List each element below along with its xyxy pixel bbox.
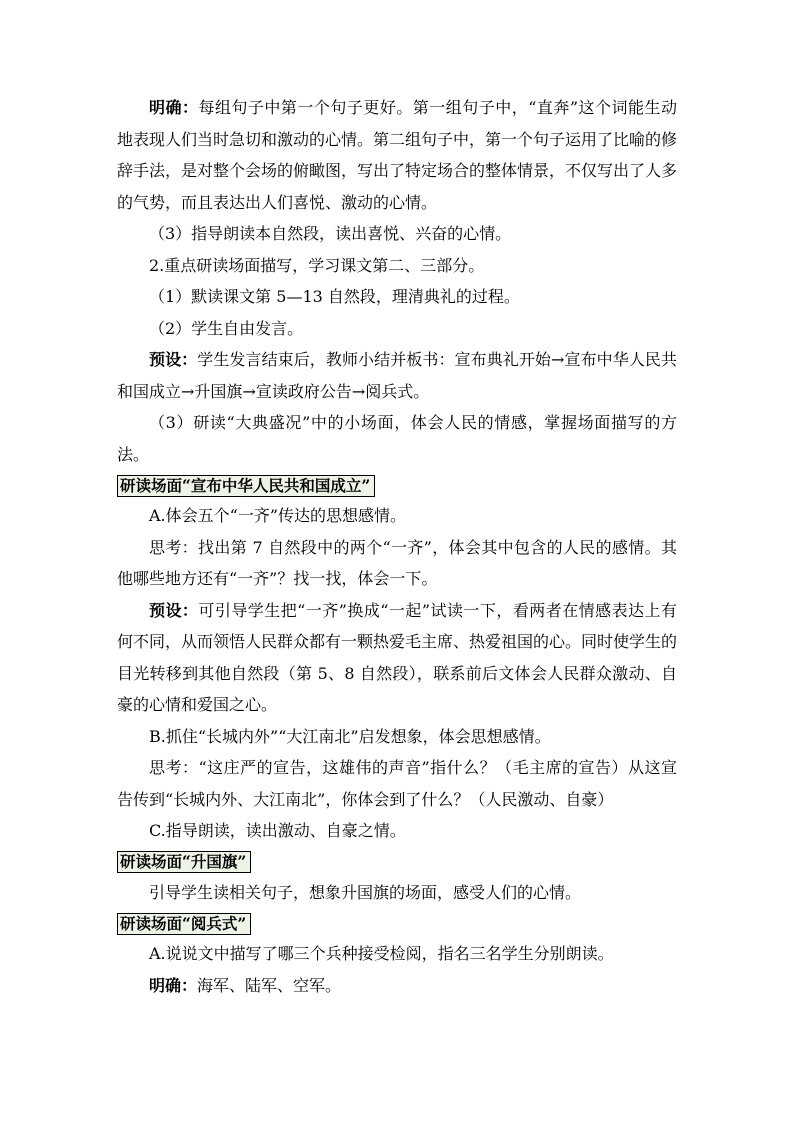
paragraph-think-2: 思考：“这庄严的宣告，这雄伟的声音”指什么？（毛主席的宣告）从这宣告传到“长城内外、大江南北”，你体会到了什么？（人民激动、自豪） [117, 758, 677, 809]
clarify-text: 每组句子中第一个句子更好。第一组句子中，“直奔”这个词能生动地表现人们当时急切和激动的心情。第二组句子中，第一个句子运用了比喻的修辞手法，是对整个会场的俯瞰图，写出了特定场合的整体情景，不仅写出了人多的气势，而且表达出人们喜悦、激动的心情。 [117, 98, 678, 212]
paragraph-item-a: A.体会五个“一齐”传达的思想感情。 [149, 506, 407, 525]
preset-text: 学生发言结束后，教师小结并板书：宣布典礼开始→宣布中华人民共和国成立→升国旗→宣读政府公告→阅兵式。 [117, 350, 677, 401]
section-box-row-3 [117, 910, 677, 936]
section-heading-box: 研读场面“宣布中华人民共和国成立” [117, 475, 375, 497]
clarify-label: 明确： [149, 98, 199, 117]
paragraph-clarify-1 [117, 92, 677, 218]
clarify-label: 明确： [149, 975, 198, 995]
paragraph-flag-guide: 引导学生读相关句子，想象升国旗的场面，感受人们的心情。 [149, 882, 582, 902]
paragraph-think-1: 思考：找出第 7 自然段中的两个“一齐”，体会其中包含的人民的感情。其他哪些地方还有“一齐”？找一找，体会一下。 [117, 537, 677, 588]
paragraph-step-2: （2）学生自由发言。 [149, 318, 304, 338]
paragraph-step-3-scenes: （3）研读“大典盛况”中的小场面，体会人民的情感，掌握场面描写的方法。 [117, 413, 677, 464]
preset-label: 预设： [149, 350, 198, 369]
paragraph-step-1: （1）默读课文第 5—13 自然段，理清典礼的过程。 [149, 287, 520, 306]
paragraph-parade-a: A.说说文中描写了哪三个兵种接受检阅，指名三名学生分别朗读。 [149, 944, 614, 963]
section-box-row-2 [117, 849, 677, 875]
preset-label: 预设： [149, 600, 199, 620]
paragraph-preset-1 [117, 344, 677, 407]
paragraph-clarify-2 [117, 970, 677, 1002]
preset-text: 可引导学生把“一齐”换成“一起”试读一下，看两者在情感表达上有何不同，从而领悟人民群众都有一颗热爱毛主席、热爱祖国的心。同时使学生的目光转移到其他自然段（第 5、8 自然段），联系前后文体会人民群众激动、自豪的心情和爱国之心。 [117, 600, 678, 714]
paragraph-preset-2 [117, 595, 677, 721]
paragraph-item-b: B.抓住“长城内外”“大江南北”启发想象，体会思想感情。 [149, 726, 551, 746]
paragraph-item-c: C.指导朗读，读出激动、自豪之情。 [149, 821, 406, 840]
section-heading-box: 研读场面“阅兵式” [117, 913, 251, 935]
section-box-row-1 [117, 472, 677, 498]
paragraph-step-3-reading: （3）指导朗读本自然段，读出喜悦、兴奋的心情。 [149, 224, 512, 243]
section-heading-box: 研读场面“升国旗” [117, 851, 251, 873]
paragraph-section-2: 2.重点研读场面描写，学习课文第二、三部分。 [149, 255, 485, 275]
document-body [117, 92, 677, 1001]
clarify-text: 海军、陆军、空军。 [197, 975, 342, 995]
